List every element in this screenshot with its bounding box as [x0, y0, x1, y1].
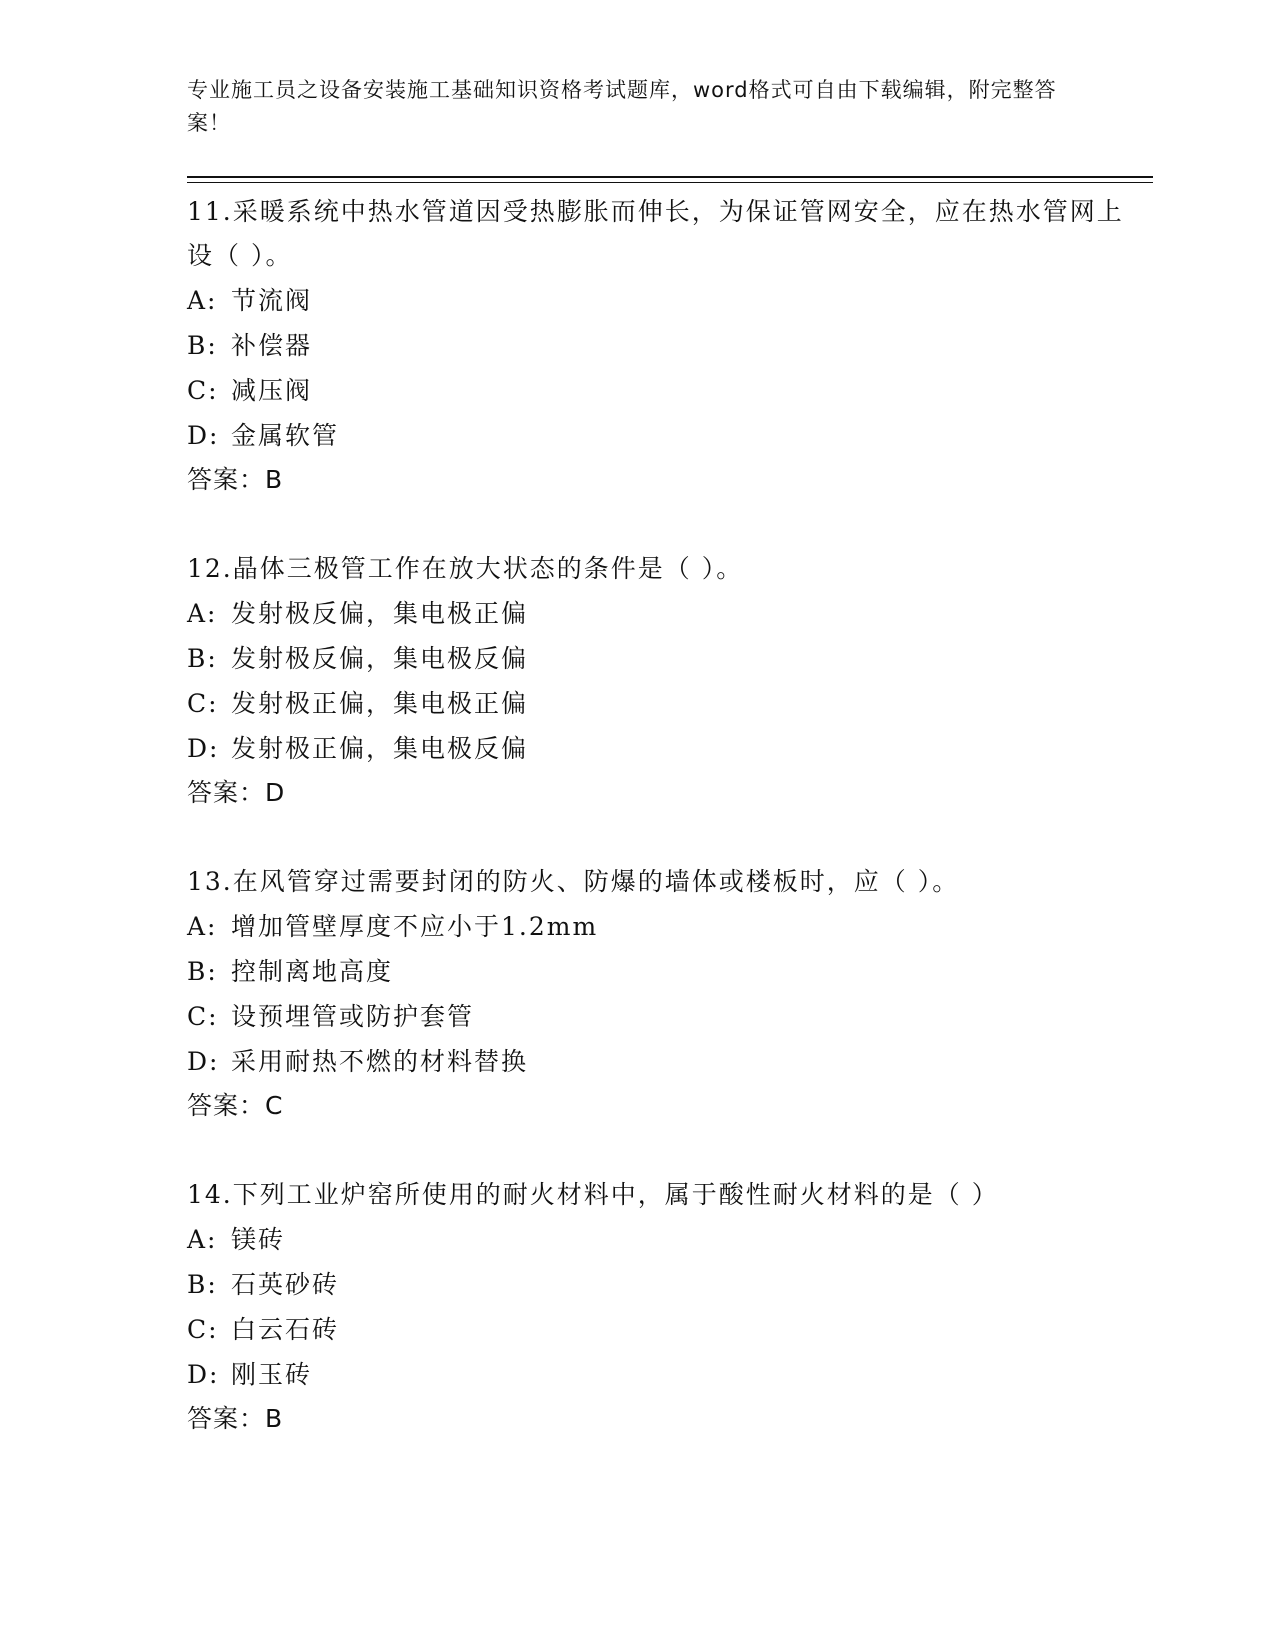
option-a: [187, 904, 1137, 949]
option-d: [187, 726, 1137, 771]
option-a: [187, 278, 1137, 323]
option-letter: A:: [187, 286, 218, 315]
option-letter: B:: [187, 957, 218, 986]
option-letter: A:: [187, 1225, 218, 1254]
option-b: [187, 949, 1137, 994]
option-b: [187, 323, 1137, 368]
option-b: [187, 1262, 1137, 1307]
option-a: [187, 591, 1137, 636]
header-divider-thin: [187, 182, 1153, 183]
option-text: 设预埋管或防护套管: [231, 1002, 475, 1031]
option-list: [187, 1217, 1137, 1397]
option-text: 刚玉砖: [231, 1360, 313, 1389]
option-text: 增加管壁厚度不应小于1.2mm: [231, 912, 599, 941]
option-text: 减压阀: [231, 376, 313, 405]
option-list: [187, 904, 1137, 1084]
option-letter: D:: [187, 1360, 220, 1389]
option-text: 发射极反偏，集电极反偏: [231, 644, 529, 673]
question-stem: 12.晶体三极管工作在放大状态的条件是（ ）。: [187, 554, 744, 583]
document-header: 专业施工员之设备安装施工基础知识资格考试题库，word格式可自由下载编辑，附完整答案！: [187, 78, 1057, 135]
option-text: 补偿器: [231, 331, 313, 360]
option-list: [187, 591, 1137, 771]
option-letter: D:: [187, 1047, 220, 1076]
answer-line: 答案：B: [187, 465, 284, 494]
option-text: 发射极正偏，集电极反偏: [231, 734, 529, 763]
option-text: 镁砖: [231, 1225, 286, 1254]
option-letter: B:: [187, 1270, 218, 1299]
option-text: 白云石砖: [231, 1315, 340, 1344]
option-d: [187, 1352, 1137, 1397]
option-letter: B:: [187, 331, 218, 360]
option-text: 石英砂砖: [231, 1270, 340, 1299]
option-letter: A:: [187, 599, 218, 628]
question-stem: 13.在风管穿过需要封闭的防火、防爆的墙体或楼板时，应（ ）。: [187, 867, 960, 896]
option-c: [187, 1307, 1137, 1352]
answer-line: 答案：C: [187, 1091, 284, 1120]
option-c: [187, 994, 1137, 1039]
answer-line: 答案：B: [187, 1404, 284, 1433]
question-11: [187, 190, 1137, 502]
header-divider-thick: [187, 176, 1153, 178]
option-c: [187, 681, 1137, 726]
option-d: [187, 1039, 1137, 1084]
option-text: 金属软管: [231, 421, 340, 450]
option-list: [187, 278, 1137, 458]
question-13: [187, 860, 1137, 1128]
question-12: [187, 547, 1137, 815]
question-stem: 14.下列工业炉窑所使用的耐火材料中，属于酸性耐火材料的是（ ）: [187, 1180, 999, 1209]
option-letter: B:: [187, 644, 218, 673]
answer-line: 答案：D: [187, 778, 286, 807]
option-letter: A:: [187, 912, 218, 941]
option-text: 控制离地高度: [231, 957, 394, 986]
option-c: [187, 368, 1137, 413]
option-b: [187, 636, 1137, 681]
question-14: [187, 1173, 1137, 1441]
option-text: 发射极正偏，集电极正偏: [231, 689, 529, 718]
option-text: 发射极反偏，集电极正偏: [231, 599, 529, 628]
option-letter: C:: [187, 689, 219, 718]
option-letter: C:: [187, 376, 219, 405]
option-letter: D:: [187, 734, 220, 763]
option-text: 节流阀: [231, 286, 313, 315]
question-stem: 11.采暖系统中热水管道因受热膨胀而伸长，为保证管网安全，应在热水管网上设（ ）。: [187, 197, 1124, 270]
option-a: [187, 1217, 1137, 1262]
question-list: [187, 190, 1137, 1486]
option-d: [187, 413, 1137, 458]
option-letter: C:: [187, 1315, 219, 1344]
option-letter: D:: [187, 421, 220, 450]
option-letter: C:: [187, 1002, 219, 1031]
option-text: 采用耐热不燃的材料替换: [231, 1047, 529, 1076]
